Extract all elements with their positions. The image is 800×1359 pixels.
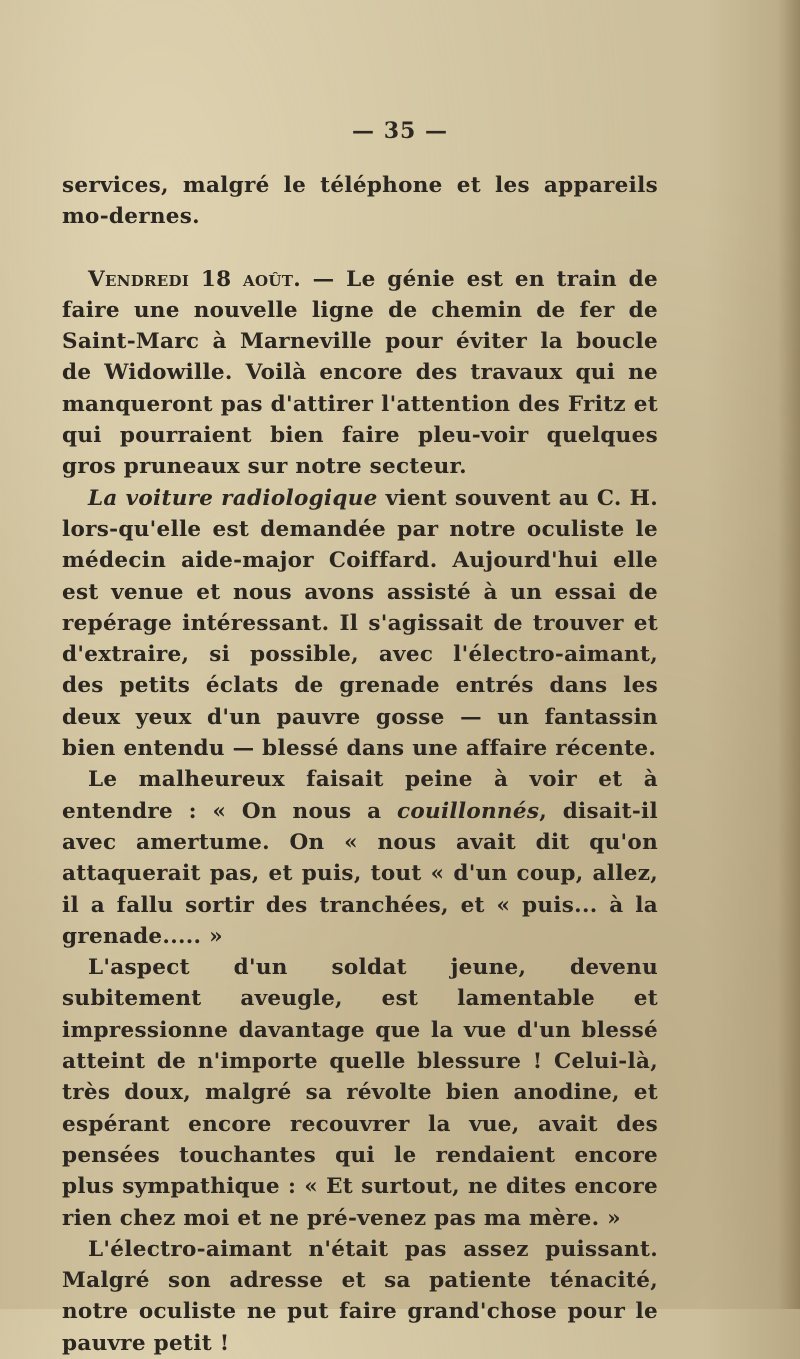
page-number: — 35 — [352, 118, 448, 144]
text-segment: services, malgré le téléphone et les appareils mo-dernes. [62, 173, 658, 230]
date-heading: Vendredi 18 août. [88, 266, 301, 292]
body-text [62, 170, 658, 1359]
page-edge-shadow [778, 0, 800, 1309]
paragraph [62, 952, 658, 1234]
italic-segment: La voiture radiologique [88, 485, 378, 511]
paragraph [62, 170, 658, 233]
text-segment: — Le génie est en train de faire une nouvelle ligne de chemin de fer de Saint-Marc à Marneville pour éviter la boucle de Widowille. Voilà encore des travaux qui ne manqueront pas d'attirer l'attention des Fritz et qui pourraient bien faire pleu-voir quelques gros pruneaux sur notre secteur. [62, 266, 658, 480]
text-segment: vient souvent au C. H. lors-qu'elle est demandée par notre oculiste le médecin aide-major Coiffard. Aujourd'hui elle est venue et nous avons assisté à un essai de repérage intéressant. Il s'agissait de trouver et d'extraire, si possible, avec l'électro-aimant, des petits éclats de grenade entrés dans les deux yeux d'un pauvre gosse — un fantassin bien entendu — blessé dans une affaire récente. [62, 485, 658, 762]
paragraph [62, 483, 658, 765]
paragraph [62, 764, 658, 952]
italic-segment: couillonnés [397, 798, 540, 824]
text-segment: L'électro-aimant n'était pas assez puissant. Malgré son adresse et sa patiente ténacité, notre oculiste ne put faire grand'chose pour le pauvre petit ! [62, 1236, 658, 1356]
text-segment: , disait-il avec amertume. On « nous avait dit qu'on attaquerait pas, et puis, tout « d'un coup, allez, il a fallu sortir des tranchées, et « puis... à la grenade..... » [62, 798, 658, 949]
text-segment: Le malheureux faisait peine à voir et à entendre : « On nous a [62, 767, 658, 824]
text-segment: L'aspect d'un soldat jeune, devenu subitement aveugle, est lamentable et impressionne davantage que la vue d'un blessé atteint de n'importe quelle blessure ! Celui-là, très doux, malgré sa révolte bien anodine, et espérant encore recouvrer la vue, avait des pensées touchantes qui le rendaient encore plus sympathique : « Et surtout, ne dites encore rien chez moi et ne pré-venez pas ma mère. » [62, 955, 658, 1231]
paragraph [62, 264, 658, 483]
paragraph [62, 1234, 658, 1359]
